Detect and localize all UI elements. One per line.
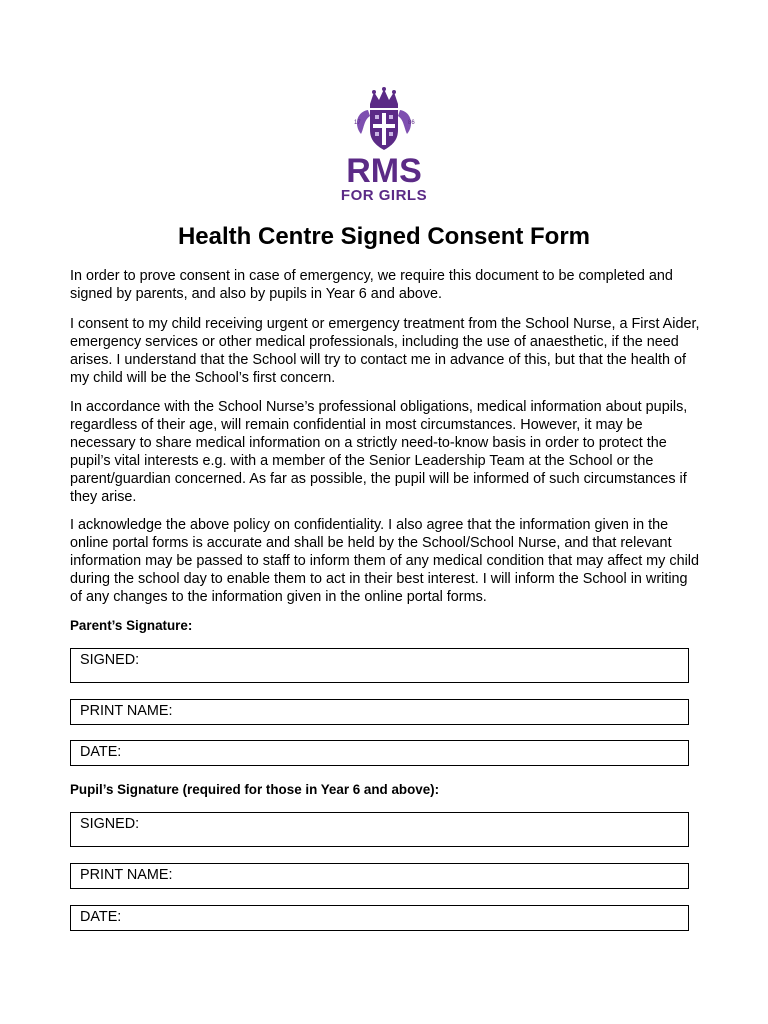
crest-year-right: 86 [408, 120, 415, 126]
pupil-print-name-field[interactable] [70, 863, 689, 889]
logo-name: RMS [346, 152, 422, 190]
pupil-date-field[interactable] [70, 905, 689, 931]
pupil-date-label: DATE: [80, 909, 122, 925]
parent-print-name-field[interactable] [70, 699, 689, 725]
parent-date-label: DATE: [80, 744, 122, 760]
pupil-signed-field[interactable] [70, 812, 689, 847]
crest-year-left: 17 [354, 120, 361, 126]
pupil-signature-heading: Pupil’s Signature (required for those in Year 6 and above): [70, 782, 440, 797]
logo-subtitle: FOR GIRLS [340, 187, 428, 204]
parent-date-field[interactable] [70, 740, 689, 766]
school-logo [334, 86, 434, 203]
confidentiality-paragraph: In accordance with the School Nurse’s professional obligations, medical information about pupils, regardless of their age, will remain confidential in most circumstances. However, it may be necessary to share medical information on a strictly need-to-know basis in order to protect the pupil’s vital interests e.g. with a member of the Senior Leadership Team at the School or the parent/guardian concerned. As far as possible, the pupil will be informed of such circumstances if they arise. [70, 399, 688, 505]
acknowledgement-paragraph: I acknowledge the above policy on confidentiality. I also agree that the information given in the online portal forms is accurate and shall be held by the School/School Nurse, and that relevant information may be passed to staff to inform them of any medical condition that may affect my child during the school day to enable them to act in their best interest. I will inform the School in writing of any changes to the information given in the online portal forms. [70, 517, 699, 605]
school-crest-icon [334, 86, 434, 152]
intro-paragraph: In order to prove consent in case of emergency, we require this document to be completed and signed by parents, and also by pupils in Year 6 and above. [70, 268, 673, 302]
consent-paragraph: I consent to my child receiving urgent or emergency treatment from the School Nurse, a First Aider, emergency services or other medical professionals, including the use of anaesthetic, if the need arises. I understand that the School will try to contact me in advance of this, but that the health of my child will be the School’s first concern. [70, 316, 700, 386]
page-title: Health Centre Signed Consent Form [177, 223, 591, 250]
parent-signature-heading: Parent’s Signature: [70, 618, 193, 633]
parent-print-name-label: PRINT NAME: [80, 703, 173, 719]
pupil-signed-label: SIGNED: [80, 816, 140, 832]
parent-signed-field[interactable] [70, 648, 689, 683]
pupil-print-name-label: PRINT NAME: [80, 867, 173, 883]
parent-signed-label: SIGNED: [80, 652, 140, 668]
